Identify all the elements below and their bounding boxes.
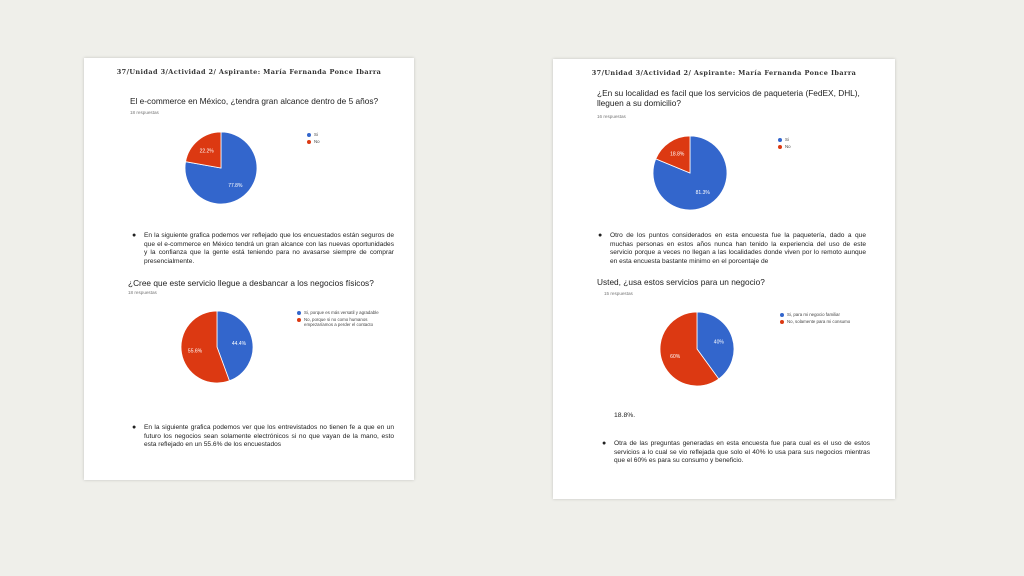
- chart-title: El e-commerce en México, ¿tendra gran alcance dentro de 5 años?: [130, 96, 379, 106]
- page-header: 37/Unidad 3/Actividad 2/ Aspirante: María Fernanda Ponce Ibarra: [116, 68, 382, 76]
- bullet-icon: ●: [132, 232, 137, 239]
- legend-label: No: [314, 138, 320, 144]
- bullet-icon: ●: [132, 424, 137, 431]
- analysis-paragraph: [132, 424, 394, 450]
- pie-slice-label: 81.3%: [695, 189, 710, 196]
- legend-item: [780, 319, 880, 325]
- legend-label: Si, porque es más versatil y agradable: [304, 310, 379, 315]
- response-count: 15 respuestas: [604, 291, 633, 296]
- paragraph-continuation: 18.8%.: [614, 412, 636, 419]
- paragraph-text: Otro de los puntos considerados en esta encuesta fue la paquetería, dado a que muchas personas en estos años nunca han tenido la experiencia del uso de este servicio porque a veces no llegan a las localidades donde viven por lo remoto aunque en esta encuesta bastante minimo en el porcentaje de: [610, 232, 866, 265]
- paragraph-text: Otra de las preguntas generadas en esta encuesta fue para cual es el uso de estos servicios a lo cual se vio reflejada que solo el 40% lo usa para sus negocios mientras que el 60% es para su consumo y beneficio.: [614, 440, 870, 465]
- pie-slice-label: 60%: [670, 353, 681, 360]
- pie-slice-label: 55.6%: [187, 348, 203, 355]
- pie-slice-label: 18.8%: [670, 151, 685, 158]
- chart-title: ¿En su localidad es facil que los servicios de paqueteria (FedEX, DHL), lleguen a su domicilio?: [597, 88, 860, 108]
- bullet-icon: ●: [598, 232, 603, 239]
- pie-slice-label: 22.2%: [199, 148, 214, 155]
- response-count: 18 respuestas: [128, 290, 157, 295]
- legend-item: [297, 310, 393, 316]
- legend-label: Si: [314, 132, 318, 137]
- response-count: 16 respuestas: [597, 114, 626, 119]
- legend-label: Si: [785, 137, 789, 142]
- paragraph-text: En la siguiente grafica podemos ver reflejado que los encuestados están seguros de que el e-commerce en México tendrá un gran alcance con las nuevas oportunidades y la confianza que la gente está teniendo para no avasarse siempre de comprar presencialmente.: [144, 232, 394, 265]
- bullet-icon: ●: [602, 440, 607, 447]
- legend-label: No, solamente para mi consumo: [787, 318, 851, 324]
- pie-slice-label: 77.8%: [228, 182, 243, 189]
- chart-title: Usted, ¿usa estos servicios para un negocio?: [597, 277, 765, 287]
- chart-legend: [297, 310, 393, 329]
- legend-item: [297, 317, 393, 328]
- pie-slice-label: 40%: [713, 339, 724, 346]
- legend-swatch-icon: [780, 313, 784, 317]
- pie-slice-label: 44.4%: [231, 340, 247, 347]
- analysis-paragraph: [602, 440, 870, 466]
- pie-chart: [84, 58, 414, 480]
- legend-label: Si, para mi negocio familiar: [787, 312, 840, 317]
- legend-item: [780, 312, 880, 318]
- document-page-left: [84, 58, 414, 480]
- response-count: 18 respuestas: [130, 110, 159, 115]
- chart-title: ¿Cree que este servicio llegue a desbancar a los negocios físicos?: [128, 278, 374, 288]
- legend-swatch-icon: [297, 318, 301, 322]
- legend-label: No: [785, 143, 791, 149]
- pie-chart: [553, 59, 895, 499]
- legend-label: No, porque si no como humanos empezaríamos a perder el contacto: [304, 316, 374, 327]
- page-header: 37/Unidad 3/Actividad 2/ Aspirante: María Fernanda Ponce Ibarra: [591, 69, 857, 77]
- document-page-right: [553, 59, 895, 499]
- chart-legend: [780, 312, 880, 325]
- paragraph-text: En la siguiente grafica podemos ver que los entrevistados no tienen fe a que en un futuro los negocios sean solamente electrónicos si no que vayan de la mano, esto esta reflejado en un 55.6% de los encuestados: [144, 424, 394, 449]
- legend-swatch-icon: [297, 311, 301, 315]
- legend-swatch-icon: [780, 320, 784, 324]
